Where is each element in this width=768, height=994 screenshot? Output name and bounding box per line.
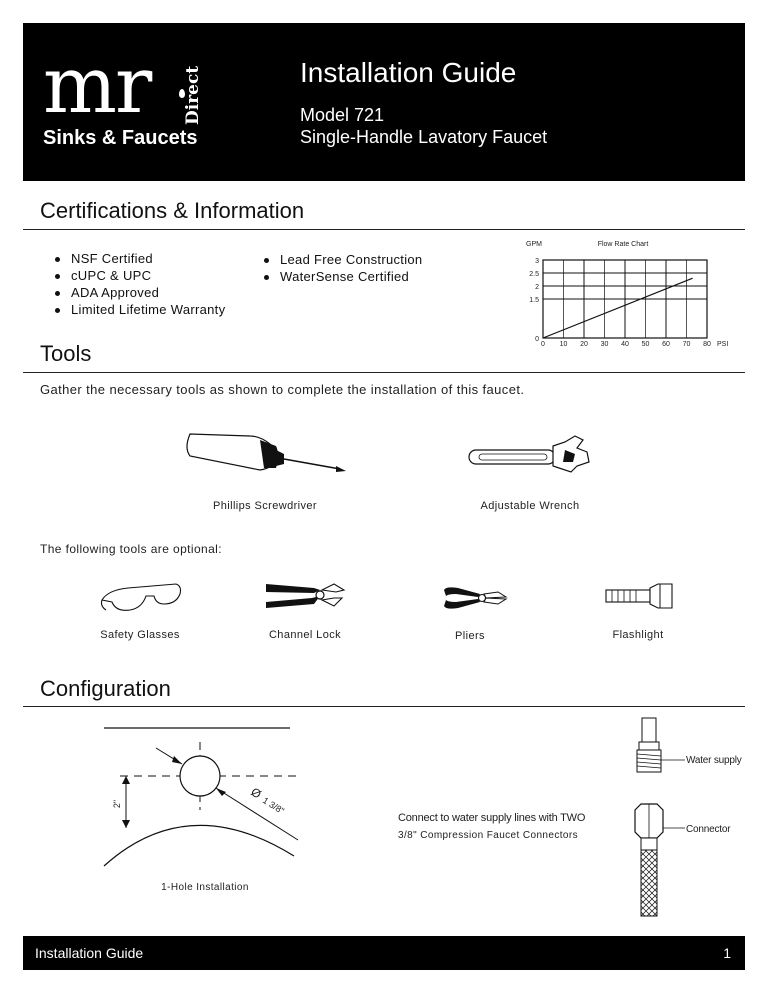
certification-item: ADA Approved	[53, 284, 225, 301]
certifications-list-left	[53, 250, 225, 318]
chart-y-tick-label: 2	[535, 284, 539, 291]
one-hole-installation-diagram	[98, 720, 308, 870]
channel-lock-icon	[264, 580, 346, 612]
certification-item: WaterSense Certified	[262, 268, 422, 285]
dimension-height-label: 2"	[112, 799, 122, 809]
phillips-screwdriver-icon	[180, 424, 350, 486]
product-description: Single-Handle Lavatory Faucet	[300, 127, 548, 147]
caption-safety-glasses: Safety Glasses	[100, 629, 180, 641]
flow-rate-chart	[505, 234, 745, 352]
caption-channel-lock: Channel Lock	[268, 629, 342, 641]
chart-x-tick-label: 20	[580, 341, 588, 348]
chart-x-tick-label: 0	[541, 341, 545, 348]
certifications-heading: Certifications & Information	[40, 198, 305, 223]
caption-1-hole-installation: 1-Hole Installation	[161, 882, 249, 893]
chart-x-tick-label: 80	[703, 341, 711, 348]
flashlight-icon	[604, 582, 674, 610]
page-title: Installation Guide	[300, 57, 517, 88]
configuration-heading: Configuration	[40, 676, 171, 701]
caption-flashlight: Flashlight	[612, 629, 664, 641]
chart-x-tick-label: 10	[559, 341, 568, 348]
chart-y-tick-label: 1.5	[529, 297, 539, 304]
chart-x-tick-label: 70	[682, 341, 691, 348]
chart-y-tick-label: 3	[535, 258, 539, 265]
logo-subtitle: Sinks & Faucets	[43, 127, 198, 149]
optional-tools-label: The following tools are optional:	[40, 542, 222, 556]
connect-instruction: Connect to water supply lines with TWO	[398, 812, 586, 824]
label-water-supply: Water supply	[686, 755, 742, 766]
certification-item: Limited Lifetime Warranty	[53, 301, 225, 318]
caption-pliers: Pliers	[455, 630, 485, 642]
chart-series-line	[543, 278, 693, 338]
logo-wordmark: mr	[43, 41, 151, 131]
logo-direct-text: Direct	[183, 65, 203, 125]
section-divider	[23, 229, 745, 230]
diameter-symbol: Ø	[248, 784, 264, 802]
page-number: 1	[723, 945, 731, 961]
dimension-diameter-label: 1 3/8"	[260, 795, 286, 817]
chart-y-axis-label: GPM	[526, 241, 542, 248]
chart-x-tick-label: 60	[662, 341, 670, 348]
caption-phillips-screwdriver: Phillips Screwdriver	[213, 500, 317, 512]
header-banner	[23, 23, 745, 181]
certification-item: Lead Free Construction	[262, 251, 422, 268]
tools-intro: Gather the necessary tools as shown to complete the installation of this faucet.	[40, 382, 525, 397]
caption-adjustable-wrench: Adjustable Wrench	[480, 500, 580, 512]
safety-glasses-icon	[98, 580, 186, 616]
section-divider	[23, 706, 745, 707]
chart-y-tick-label: 0	[535, 336, 539, 343]
model-number: Model 721	[300, 105, 385, 125]
chart-x-tick-label: 50	[641, 341, 650, 348]
chart-title: Flow Rate Chart	[597, 241, 649, 248]
connector-spec: 3/8" Compression Faucet Connectors	[398, 830, 579, 841]
chart-x-tick-label: 30	[600, 341, 609, 348]
chart-y-tick-label: 2.5	[529, 271, 539, 278]
certification-item: NSF Certified	[53, 250, 225, 267]
certification-item: cUPC & UPC	[53, 267, 225, 284]
chart-x-axis-label: PSI	[717, 341, 729, 348]
label-connector: Connector	[686, 824, 731, 835]
tools-heading: Tools	[40, 341, 92, 366]
adjustable-wrench-icon	[465, 432, 595, 478]
section-divider	[23, 372, 745, 373]
footer-bar	[23, 936, 745, 970]
water-supply-connector-diagram	[625, 716, 685, 920]
pliers-icon	[440, 584, 508, 612]
certifications-list-right	[262, 251, 422, 285]
chart-x-tick-label: 40	[621, 341, 629, 348]
footer-title: Installation Guide	[35, 945, 144, 961]
